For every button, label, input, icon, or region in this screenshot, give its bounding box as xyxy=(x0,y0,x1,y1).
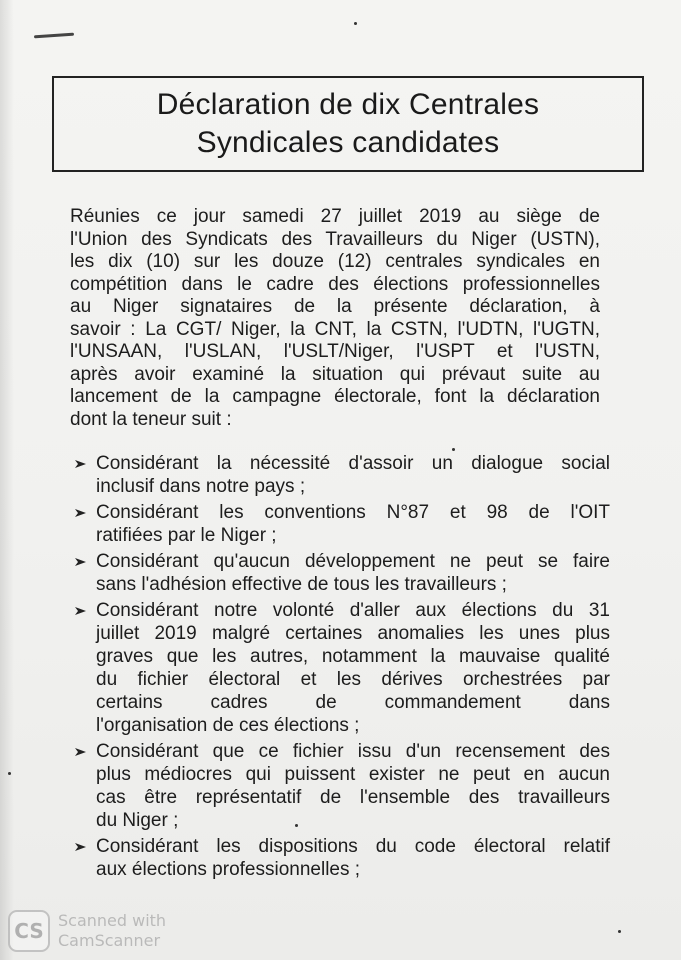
list-item-line: Considérant les dispositions du code électoral relatif xyxy=(96,836,610,857)
arrow-bullet-icon xyxy=(72,554,90,570)
intro-line: l'UNSAAN, l'USLAN, l'USLT/Niger, l'USPT et l'USTN, xyxy=(70,341,600,362)
list-item-line: juillet 2019 malgré certaines anomalies les unes plus xyxy=(96,623,610,644)
considerations-list xyxy=(70,452,610,884)
list-item-line: Considérant qu'aucun développement ne peut se faire xyxy=(96,551,610,572)
list-item xyxy=(70,835,610,881)
list-item-line: graves que les autres, notamment la mauvaise qualité xyxy=(96,646,610,667)
page-edge-shadow xyxy=(0,0,14,960)
intro-paragraph xyxy=(70,206,600,431)
arrow-bullet-icon xyxy=(72,505,90,521)
list-item-line: sans l'adhésion effective de tous les travailleurs ; xyxy=(96,574,507,595)
title-box xyxy=(52,76,644,172)
list-item xyxy=(70,550,610,596)
intro-line: les dix (10) sur les douze (12) centrales syndicales en xyxy=(70,251,600,272)
camscanner-logo-icon: CS xyxy=(8,910,50,952)
list-item-line: Considérant notre volonté d'aller aux élections du 31 xyxy=(96,600,610,621)
list-item-line: l'organisation de ces élections ; xyxy=(96,715,360,736)
title-line-1: Déclaration de dix Centrales xyxy=(156,88,540,121)
list-item-line: Considérant que ce fichier issu d'un recensement des xyxy=(96,741,610,762)
intro-line: Réunies ce jour samedi 27 juillet 2019 au siège de xyxy=(70,206,600,227)
intro-line: compétition dans le cadre des élections professionnelles xyxy=(70,273,600,295)
list-item xyxy=(70,740,610,832)
intro-line: dont la teneur suit : xyxy=(70,408,232,430)
intro-line: l'Union des Syndicats des Travailleurs du Niger (USTN), xyxy=(70,228,600,250)
scan-speck xyxy=(452,448,455,451)
list-item xyxy=(70,599,610,737)
scan-speck xyxy=(8,772,11,775)
intro-line: lancement de la campagne électorale, font la déclaration xyxy=(70,386,600,407)
scan-speck xyxy=(354,22,357,25)
list-item-line: plus médiocres qui puissent exister ne peut en aucun xyxy=(96,764,610,785)
arrow-bullet-icon xyxy=(72,744,90,760)
camscanner-watermark xyxy=(8,910,166,952)
watermark-line-1: Scanned with xyxy=(58,911,167,930)
list-item-line: certains cadres de commandement dans xyxy=(96,692,610,713)
intro-line: après avoir examiné la situation qui prévaut suite au xyxy=(70,363,600,385)
watermark-line-2: CamScanner xyxy=(58,931,161,950)
list-item-line: Considérant la nécessité d'assoir un dialogue social xyxy=(96,453,610,474)
intro-line: au Niger signataires de la présente déclaration, à xyxy=(70,296,600,317)
watermark-text xyxy=(58,911,166,951)
title-line-2: Syndicales candidates xyxy=(196,126,500,159)
scan-speck xyxy=(295,824,298,827)
list-item-line: aux élections professionnelles ; xyxy=(96,859,361,880)
list-item xyxy=(70,452,610,498)
intro-line: savoir : La CGT/ Niger, la CNT, la CSTN, l'UDTN, l'UGTN, xyxy=(70,318,600,340)
list-item-line: Considérant les conventions N°87 et 98 de l'OIT xyxy=(96,502,610,523)
arrow-bullet-icon xyxy=(72,456,90,472)
list-item-line: inclusif dans notre pays ; xyxy=(96,476,306,497)
arrow-bullet-icon xyxy=(72,839,90,855)
list-item-line: du Niger ; xyxy=(96,810,179,831)
pen-mark xyxy=(34,33,74,39)
list-item-line: ratifiées par le Niger ; xyxy=(96,525,277,546)
list-item xyxy=(70,501,610,547)
list-item-line: du fichier électoral et les dérives orchestrées par xyxy=(96,669,610,690)
scan-speck xyxy=(618,930,621,933)
list-item-line: cas être représentatif de l'ensemble des travailleurs xyxy=(96,787,610,808)
arrow-bullet-icon xyxy=(72,603,90,619)
